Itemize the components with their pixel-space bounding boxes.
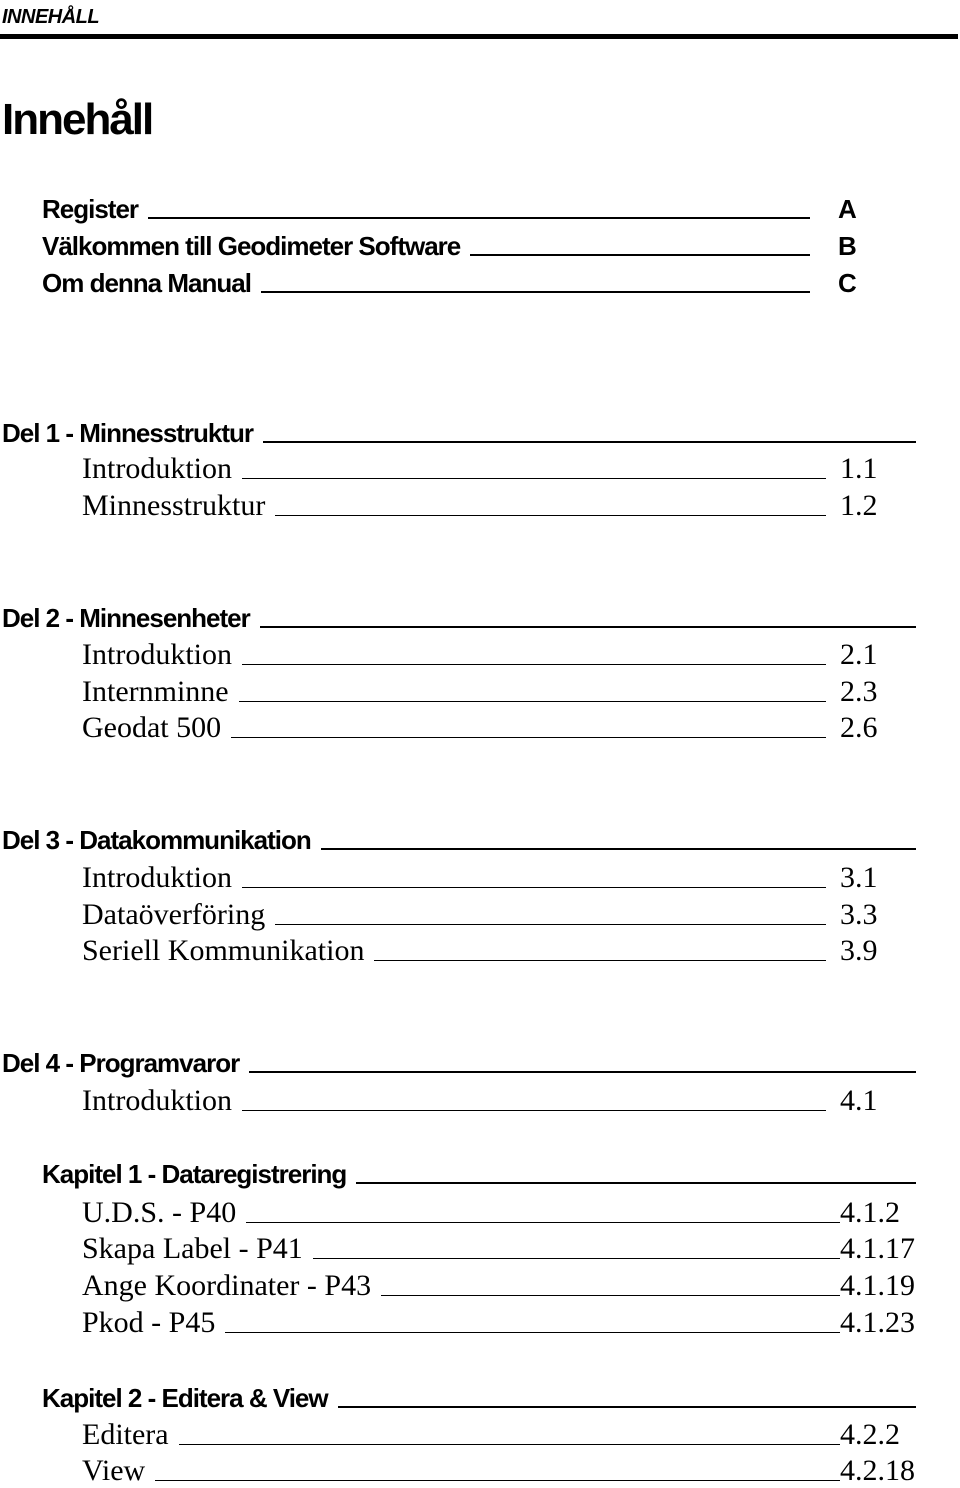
leader-line xyxy=(155,1480,840,1481)
toc-page: 2.6 xyxy=(840,711,878,744)
toc-label: Kapitel 1 - Dataregistrering xyxy=(42,1159,347,1189)
leader-line xyxy=(263,441,916,443)
toc-label: Introduktion xyxy=(82,452,232,485)
toc-label: Introduktion xyxy=(82,861,232,894)
toc-chapter-heading[interactable] xyxy=(42,1383,916,1413)
leader-line xyxy=(313,1258,840,1259)
toc-page: 1.2 xyxy=(840,489,878,522)
toc-page: 4.1.23 xyxy=(840,1306,915,1339)
toc-label: Ange Koordinater - P43 xyxy=(82,1269,372,1302)
leader-line xyxy=(275,924,826,925)
leader-line xyxy=(275,515,826,516)
leader-line xyxy=(239,701,826,702)
leader-line xyxy=(242,664,826,665)
toc-page: C xyxy=(838,268,856,298)
toc-page: 2.3 xyxy=(840,675,878,708)
toc-item[interactable] xyxy=(82,1269,916,1303)
toc-label: Skapa Label - P41 xyxy=(82,1232,303,1265)
toc-item[interactable] xyxy=(82,1196,916,1230)
page-title: Innehåll xyxy=(2,95,153,144)
toc-item[interactable] xyxy=(82,711,902,745)
toc-page: 4.1.2 xyxy=(840,1196,900,1229)
toc-label: Editera xyxy=(82,1418,169,1451)
toc-item[interactable] xyxy=(82,1454,916,1488)
leader-line xyxy=(374,960,826,961)
toc-page: 4.1.19 xyxy=(840,1269,915,1302)
toc-page: 3.3 xyxy=(840,898,878,931)
toc-label: Pkod - P45 xyxy=(82,1306,216,1339)
toc-item[interactable] xyxy=(82,638,902,672)
leader-line xyxy=(261,291,810,293)
toc-page: 4.2.2 xyxy=(840,1418,900,1451)
toc-item[interactable] xyxy=(82,861,902,895)
toc-label: Seriell Kommunikation xyxy=(82,934,365,967)
toc-label: Del 3 - Datakommunikation xyxy=(2,825,311,855)
toc-label: Del 4 - Programvaror xyxy=(2,1048,240,1078)
toc-part-heading[interactable] xyxy=(2,603,916,633)
toc-item[interactable] xyxy=(82,1232,916,1266)
leader-line xyxy=(356,1182,916,1184)
toc-label: Internminne xyxy=(82,675,229,708)
toc-chapter-heading[interactable] xyxy=(42,1159,916,1189)
leader-line xyxy=(242,1110,826,1111)
toc-label: Del 2 - Minnesenheter xyxy=(2,603,250,633)
leader-line xyxy=(242,887,826,888)
toc-label: Geodat 500 xyxy=(82,711,222,744)
toc-entry-valkommen[interactable] xyxy=(42,231,888,261)
toc-page: 1.1 xyxy=(840,452,878,485)
leader-line xyxy=(381,1295,840,1296)
toc-label: Del 1 - Minnesstruktur xyxy=(2,418,254,448)
toc-item[interactable] xyxy=(82,898,902,932)
header-rule xyxy=(0,34,958,39)
leader-line xyxy=(231,737,826,738)
toc-page: 3.9 xyxy=(840,934,878,967)
toc-part-heading[interactable] xyxy=(2,1048,916,1078)
toc-label: Minnesstruktur xyxy=(82,489,266,522)
toc-item[interactable] xyxy=(82,1084,902,1118)
leader-line xyxy=(470,254,810,256)
toc-page: 2.1 xyxy=(840,638,878,671)
toc-part-heading[interactable] xyxy=(2,418,916,448)
toc-page: 4.1.17 xyxy=(840,1232,915,1265)
toc-page: A xyxy=(838,194,856,224)
toc-label: Introduktion xyxy=(82,1084,232,1117)
toc-item[interactable] xyxy=(82,489,902,523)
toc-label: U.D.S. - P40 xyxy=(82,1196,237,1229)
toc-label: Register xyxy=(42,194,139,224)
toc-entry-om-manual[interactable] xyxy=(42,268,888,298)
leader-line xyxy=(249,1071,916,1073)
running-header: INNEHÅLL xyxy=(2,6,100,28)
leader-line xyxy=(242,478,826,479)
toc-item[interactable] xyxy=(82,934,902,968)
toc-part-heading[interactable] xyxy=(2,825,916,855)
leader-line xyxy=(260,626,916,628)
toc-page: 4.1 xyxy=(840,1084,878,1117)
toc-item[interactable] xyxy=(82,675,902,709)
toc-page: 3.1 xyxy=(840,861,878,894)
toc-label: Kapitel 2 - Editera & View xyxy=(42,1383,328,1413)
toc-item[interactable] xyxy=(82,452,902,486)
toc-label: Om denna Manual xyxy=(42,268,251,298)
leader-line xyxy=(246,1222,840,1223)
toc-label: View xyxy=(82,1454,146,1487)
toc-item[interactable] xyxy=(82,1418,916,1452)
toc-label: Dataöverföring xyxy=(82,898,266,931)
toc-label: Introduktion xyxy=(82,638,232,671)
toc-item[interactable] xyxy=(82,1306,916,1340)
leader-line xyxy=(179,1444,840,1445)
leader-line xyxy=(321,848,916,850)
toc-entry-register[interactable] xyxy=(42,194,888,224)
leader-line xyxy=(148,217,810,219)
toc-page: 4.2.18 xyxy=(840,1454,915,1487)
toc-label: Välkommen till Geodimeter Software xyxy=(42,231,461,261)
leader-line xyxy=(225,1332,840,1333)
toc-page: B xyxy=(838,231,856,261)
leader-line xyxy=(338,1406,916,1408)
